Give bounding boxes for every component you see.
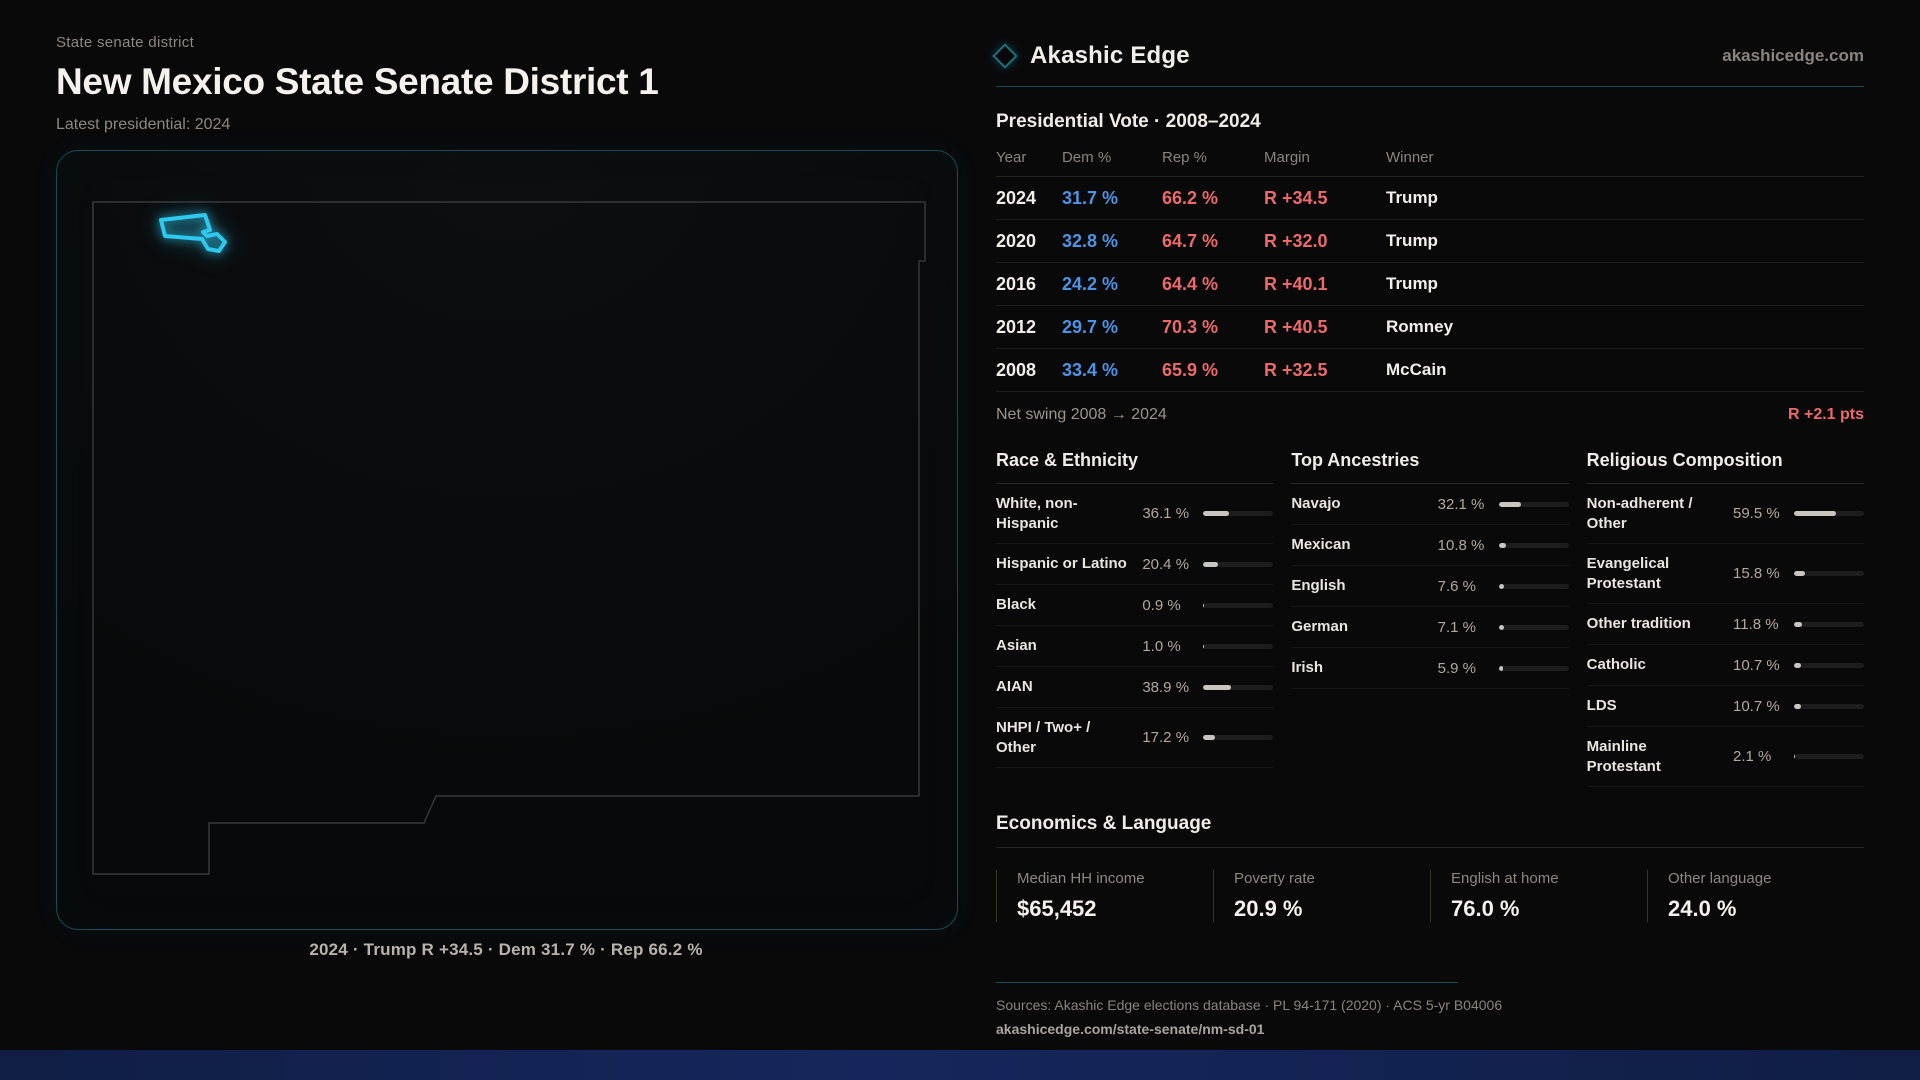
rep-percent-cell: 65.9 % [1162, 359, 1219, 380]
stat-value: 32.1 % [1437, 495, 1485, 513]
stat-row [1291, 484, 1568, 525]
economics-stat-label: Median HH income [1017, 870, 1145, 887]
winner-cell: Trump [1386, 188, 1438, 207]
stat-value: 7.1 % [1437, 618, 1477, 636]
race-ethnicity-rows [996, 484, 1273, 768]
economics-stat-value: 20.9 % [1234, 896, 1303, 921]
latest-presidential-subtitle: Latest presidential: 2024 [56, 116, 231, 133]
rep-percent-cell: 70.3 % [1162, 316, 1219, 337]
stat-bar-track [1499, 584, 1569, 589]
column-header-winner: Winner [1386, 149, 1434, 166]
stat-label: White, non-Hispanic [996, 495, 1078, 532]
brand-domain-link[interactable]: akashicedge.com [1722, 46, 1864, 65]
stat-label: Hispanic or Latino [996, 555, 1127, 573]
column-header-dem: Dem % [1062, 149, 1112, 166]
stat-label: Black [996, 596, 1037, 614]
rep-percent-cell: 64.4 % [1162, 273, 1219, 294]
top-ancestries-title: Top Ancestries [1291, 450, 1568, 484]
stat-row [1587, 645, 1864, 686]
new-mexico-outline-icon [93, 202, 925, 874]
stat-bar-fill [1203, 735, 1215, 740]
economics-stat-value: $65,452 [1017, 896, 1097, 921]
stat-label: Irish [1291, 659, 1324, 677]
demographics-grid [996, 450, 1864, 787]
stat-bar-fill [1499, 625, 1504, 630]
stat-bar-track [1203, 562, 1273, 567]
stat-value: 10.8 % [1437, 536, 1485, 554]
race-ethnicity-block [996, 450, 1273, 787]
margin-cell: R +40.1 [1264, 273, 1328, 294]
economics-stat-label: English at home [1451, 870, 1559, 887]
stat-bar-track [1499, 625, 1569, 630]
stat-row [1291, 607, 1568, 648]
stat-row [996, 667, 1273, 708]
stat-value: 59.5 % [1733, 505, 1780, 522]
stat-bar-track [1203, 511, 1273, 516]
district-header [56, 34, 659, 134]
stat-bar-fill [1203, 511, 1228, 516]
stat-bar-fill [1499, 666, 1503, 671]
stat-label: Asian [996, 637, 1037, 655]
stat-bar-fill [1794, 571, 1805, 576]
footer-divider [996, 982, 1458, 983]
stat-label: NHPI / Two+ / Other [996, 719, 1091, 756]
stat-value: 5.9 % [1437, 659, 1477, 677]
stat-bar-track [1499, 502, 1569, 507]
page-title: New Mexico State Senate District 1 [56, 61, 659, 102]
dem-percent-cell: 31.7 % [1062, 187, 1119, 208]
vote-table-row [996, 306, 1864, 349]
brand-name: Akashic Edge [1030, 42, 1190, 69]
race-ethnicity-title: Race & Ethnicity [996, 450, 1273, 484]
winner-cell: McCain [1386, 360, 1447, 379]
stat-bar-track [1794, 704, 1864, 709]
dem-percent-cell: 29.7 % [1062, 316, 1119, 337]
margin-cell: R +32.0 [1264, 230, 1328, 251]
sources-text: Sources: Akashic Edge elections database · PL 94-171 (2020) · ACS 5-yr B04006 [996, 997, 1503, 1013]
religious-composition-title: Religious Composition [1587, 450, 1864, 484]
economics-stat [1647, 870, 1864, 922]
vote-table-row [996, 349, 1864, 392]
column-header-year: Year [996, 149, 1027, 166]
economics-stat-label: Other language [1668, 870, 1772, 887]
year-cell: 2016 [996, 273, 1037, 294]
stat-bar-fill [1794, 663, 1801, 668]
stat-value: 36.1 % [1142, 505, 1190, 522]
stat-value: 15.8 % [1733, 565, 1780, 582]
year-cell: 2024 [996, 187, 1037, 208]
stat-bar-track [1203, 735, 1273, 740]
stat-row [1587, 484, 1864, 544]
economics-stat [996, 870, 1213, 922]
column-header-margin: Margin [1264, 149, 1310, 166]
top-ancestries-rows [1291, 484, 1568, 689]
vote-table-header [996, 139, 1864, 177]
vote-table-row [996, 220, 1864, 263]
stat-row [1291, 566, 1568, 607]
district-map-card [56, 150, 958, 930]
economics-section-title: Economics & Language [996, 813, 1864, 848]
economics-stat [1430, 870, 1647, 922]
stat-row [1587, 686, 1864, 727]
stat-bar-track [1203, 603, 1273, 608]
winner-cell: Romney [1386, 317, 1454, 336]
permalink[interactable]: akashicedge.com/state-senate/nm-sd-01 [996, 1021, 1265, 1037]
stat-bar-fill [1499, 543, 1507, 548]
year-cell: 2012 [996, 316, 1037, 337]
stat-bar-fill [1203, 603, 1204, 608]
dem-percent-cell: 24.2 % [1062, 273, 1119, 294]
winner-cell: Trump [1386, 231, 1438, 250]
stat-row [1291, 648, 1568, 689]
stat-row [1587, 544, 1864, 604]
stat-bar-fill [1794, 622, 1802, 627]
map-caption: 2024 · Trump R +34.5 · Dem 31.7 % · Rep 66.2 % [309, 940, 703, 959]
stat-value: 1.0 % [1142, 637, 1181, 655]
economics-stat [1213, 870, 1430, 922]
stat-row [1587, 727, 1864, 787]
stat-value: 10.7 % [1733, 656, 1780, 674]
stat-bar-fill [1203, 644, 1204, 649]
stat-bar-fill [1203, 562, 1217, 567]
district-map [57, 151, 957, 929]
religious-composition-rows [1587, 484, 1864, 787]
economics-stat-label: Poverty rate [1234, 870, 1315, 887]
district-1-shape-icon [161, 215, 225, 251]
dem-percent-cell: 33.4 % [1062, 359, 1119, 380]
stat-row [996, 484, 1273, 544]
stat-label: LDS [1586, 697, 1617, 715]
stat-bar-fill [1794, 754, 1795, 759]
net-swing-row [996, 392, 1864, 426]
stat-value: 2.1 % [1733, 748, 1772, 765]
margin-cell: R +32.5 [1264, 359, 1328, 380]
top-ancestries-block [1291, 450, 1568, 787]
stat-bar-fill [1499, 502, 1521, 507]
stat-row [996, 708, 1273, 768]
margin-cell: R +40.5 [1264, 316, 1328, 337]
stat-bar-track [1794, 622, 1864, 627]
brand-identity [996, 42, 1190, 70]
stat-row [996, 544, 1273, 585]
stat-value: 11.8 % [1733, 615, 1779, 633]
economics-stat-value: 76.0 % [1451, 896, 1520, 921]
stat-label: English [1291, 577, 1346, 595]
net-swing-value: R +2.1 pts [1787, 406, 1864, 423]
district-type-eyebrow: State senate district [56, 34, 195, 51]
stat-value: 17.2 % [1142, 729, 1190, 746]
stat-label: German [1291, 618, 1349, 636]
year-cell: 2020 [996, 230, 1037, 251]
stat-value: 0.9 % [1142, 596, 1181, 614]
rep-percent-cell: 66.2 % [1162, 187, 1219, 208]
vote-section-title: Presidential Vote · 2008–2024 [996, 111, 1261, 132]
stat-label: Mexican [1291, 536, 1351, 554]
religious-composition-block [1587, 450, 1864, 787]
stat-bar-track [1203, 644, 1273, 649]
diamond-logo-icon [992, 43, 1017, 68]
vote-table-row [996, 263, 1864, 306]
stat-bar-track [1794, 511, 1864, 516]
economics-stat-value: 24.0 % [1668, 896, 1737, 921]
column-header-rep: Rep % [1162, 149, 1208, 166]
stat-bar-track [1203, 685, 1273, 690]
stat-bar-track [1794, 754, 1864, 759]
stat-label: Evangelical Protestant [1586, 555, 1670, 592]
sources-footer [996, 982, 1864, 1039]
stats-panel [996, 36, 1864, 922]
stat-label: Non-adherent / Other [1586, 495, 1693, 532]
margin-cell: R +34.5 [1264, 187, 1328, 208]
stat-label: Navajo [1291, 495, 1341, 513]
stat-row [996, 585, 1273, 626]
year-cell: 2008 [996, 359, 1037, 380]
stat-label: Catholic [1586, 656, 1646, 674]
stat-value: 20.4 % [1142, 555, 1190, 573]
stat-bar-track [1794, 571, 1864, 576]
stat-label: AIAN [996, 678, 1033, 696]
stat-label: Other tradition [1586, 615, 1691, 633]
stat-bar-track [1499, 666, 1569, 671]
economics-grid [996, 870, 1864, 922]
vote-table-row [996, 177, 1864, 220]
brand-header [996, 36, 1864, 87]
stat-value: 10.7 % [1733, 697, 1780, 715]
stat-value: 7.6 % [1437, 577, 1477, 595]
stat-row [1587, 604, 1864, 645]
net-swing-label: Net swing 2008 → 2024 [996, 406, 1167, 423]
stat-value: 38.9 % [1142, 678, 1190, 696]
stat-bar-track [1794, 663, 1864, 668]
bottom-accent-band [0, 1050, 1920, 1080]
stat-bar-fill [1794, 704, 1801, 709]
stat-bar-fill [1203, 685, 1230, 690]
stat-row [1291, 525, 1568, 566]
rep-percent-cell: 64.7 % [1162, 230, 1219, 251]
stat-label: Mainline Protestant [1586, 738, 1661, 775]
vote-table-body [996, 177, 1864, 392]
stat-bar-fill [1499, 584, 1504, 589]
stat-bar-fill [1794, 511, 1836, 516]
stat-bar-track [1499, 543, 1569, 548]
stat-row [996, 626, 1273, 667]
dem-percent-cell: 32.8 % [1062, 230, 1119, 251]
winner-cell: Trump [1386, 274, 1438, 293]
